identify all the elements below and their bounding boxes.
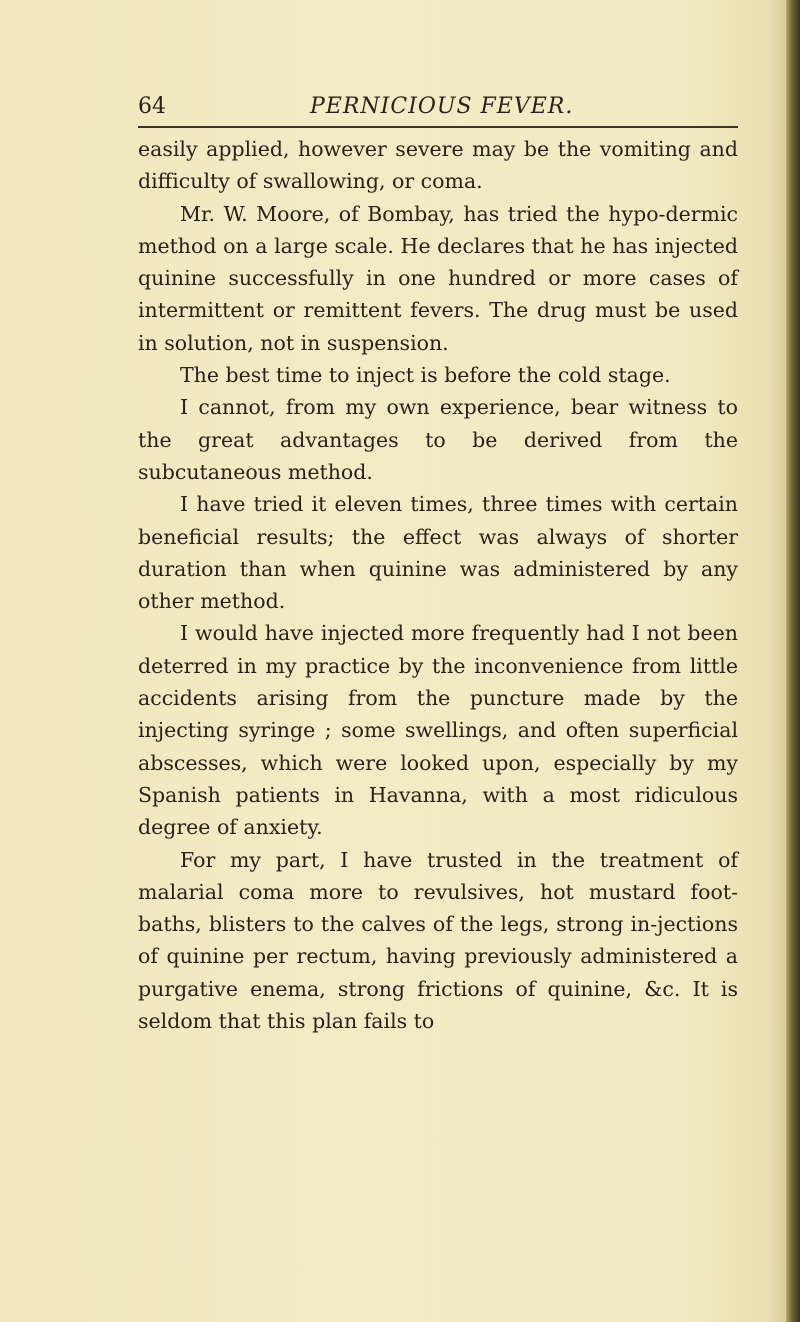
paragraph: I would have injected more frequently had I not been deterred in my practice by the inconvenience from little accidents arising from the puncture made by the injecting syringe ; some swellings, and often superficial abscesses, which were looked upon, especially by my Spanish patients in Havanna, with a most ridiculous degree of anxiety. [138,621,738,840]
page-edge [786,0,800,1322]
paragraph: For my part, I have trusted in the treatment of malarial coma more to revulsives, hot mustard foot-baths, blisters to the calves of the legs, strong in-jections of quinine per rectum, having previously administered a purgative enema, strong frictions of quinine, &c. It is seldom that this plan fails to [138,847,738,1034]
paragraph: easily applied, however severe may be the vomiting and difficulty of swallowing, or coma. [138,137,738,194]
page-header [138,92,738,122]
paragraph: The best time to inject is before the cold stage. [180,363,671,388]
header-rule [138,126,738,128]
paragraph: I cannot, from my own experience, bear witness to the great advantages to be derived from the subcutaneous method. [138,395,738,484]
running-title: PERNICIOUS FEVER. [310,94,574,119]
paragraph: Mr. W. Moore, of Bombay, has tried the hypo-dermic method on a large scale. He declares that he has injected quinine successfully in one hundred or more cases of intermittent or remittent fevers. The drug must be used in solution, not in suspension. [138,201,738,355]
page-number: 64 [138,94,166,119]
body-text [138,133,738,1037]
paragraph: I have tried it eleven times, three times with certain beneficial results; the effect was always of shorter duration than when quinine was administered by any other method. [138,492,738,614]
